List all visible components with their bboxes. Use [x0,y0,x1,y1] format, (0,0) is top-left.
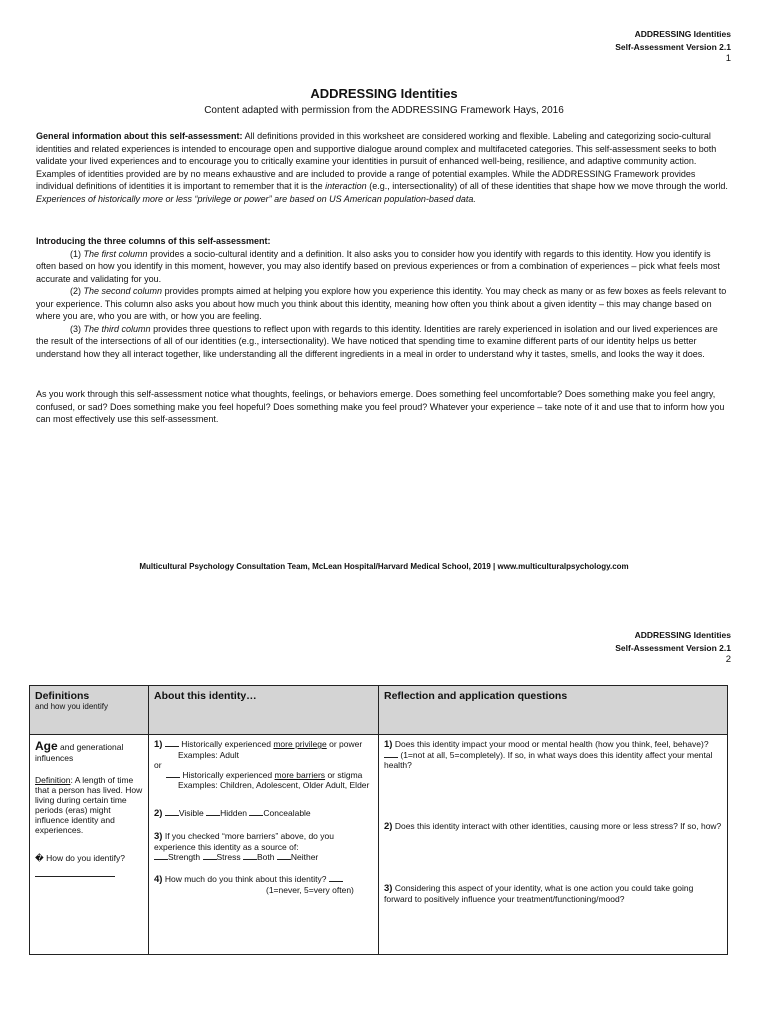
q1-privilege-examples: Examples: Adult [178,750,239,760]
header-about [149,686,379,735]
q3-strength: Strength [168,852,201,862]
header-reflection [379,686,728,735]
general-text-2: (e.g., intersectionality) of all of these identities that shape how we move through the world. [369,181,728,191]
col3-label: The third column [83,323,151,334]
q3-number: 3) [154,831,163,842]
about-heading: About this identity… [154,690,257,702]
r1-scale: (1=not at all, 5=completely). If so, in what ways does this identity affect your mental health? [384,750,713,770]
closing-paragraph [36,388,732,426]
r1-rating-blank[interactable] [384,757,398,758]
interaction-term: interaction [325,181,367,191]
intro-n1: (1) [70,248,81,259]
q1-barriers-examples: Examples: Children, Adolescent, Older Adult, Elder [178,780,370,790]
page-number: 1 [725,53,731,64]
q1-number: 1) [154,739,163,750]
q4-number: 4) [154,874,163,885]
page2-header [615,629,731,667]
r2-text: Does this identity interact with other identities, causing more or less stress? If so, how? [394,821,722,831]
col2-label: The second column [83,286,163,296]
page-title: ADDRESSING Identities [310,86,458,101]
r1-number: 1) [384,739,393,750]
intro-heading: Introducing the three columns of this self-assessment: [36,236,271,246]
footer-text: Multicultural Psychology Consultation Team, McLean Hospital/Harvard Medical School, 2019 | www. [139,562,519,571]
q2-visible: Visible [178,808,204,818]
reflection-cell [379,735,728,955]
col3-text: provides three questions to reflect upon with regards to this identity. Identities are rarely experienced in isolation and our lived experiences are the result of the intersections of all of our identities (e.g., intersectionality). We have noticed that spending time to examine different parts of our identity helps us better understand how they all interact together, like understanding all the different ingredients in a meal in order to understand why it tastes, smells, and looks the way it does. [36,323,718,359]
identity-table [29,685,728,955]
q4-rating-blank[interactable] [329,881,343,882]
q3-neither-blank[interactable] [277,859,291,860]
definition-text: : A length of time that a person has lived. How living during certain time periods (eras) might influence identity and experiences. [35,775,143,835]
q1-barriers-blank[interactable] [166,777,180,778]
page-subtitle: Content adapted with permission from the ADDRESSING Framework Hays, 2016 [204,105,564,116]
q4-text: How much do you think about this identity? [164,874,327,884]
reflection-heading: Reflection and application questions [384,690,568,702]
page1-header [615,28,731,66]
q1-barriers-text: Historically experienced [182,770,273,780]
general-note: Experiences of historically more or less “privilege or power” are based on US American population-based data. [36,193,476,204]
header-title: ADDRESSING Identities [634,29,731,39]
footer-site: multiculturalpsychology.com [518,562,629,571]
general-text: All definitions provided in this worksheet are considered working and flexible. Labeling and categorizing socio-cultural identities and related experiences is intended to encourage open and supportive dialogue around complex and multifaceted categories. This self-assessment seeks to both validate your lived experiences and to encourage you to critically examine your identities in pursuit of enhanced well-being, resilience, and adaptive community action. Examples of identities provided are by no means exhaustive and are included to provide a range of potential examples. While the ADDRESSING Framework provides individual definitions of identities it is important to remember that it is the [36,131,717,191]
r2-number: 2) [384,821,393,832]
q1-or: or [154,760,162,770]
q3-strength-blank[interactable] [154,859,168,860]
q2-number: 2) [154,808,163,819]
definition-cell [30,735,149,955]
col1-label: The first column [83,248,148,259]
header2-version: Self-Assessment Version 2.1 [615,642,731,653]
q1-privilege-text: Historically experienced [181,739,271,749]
columns-intro [36,235,732,360]
q3-stress: Stress [216,852,241,862]
q1-barriers-end: or stigma [327,770,363,780]
q2-hidden-blank[interactable] [206,815,220,816]
header2-title: ADDRESSING Identities [634,630,731,640]
q1-privilege-blank[interactable] [165,746,179,747]
q1-barriers-term: more barriers [274,770,326,780]
page-footer [0,562,768,571]
q3-neither: Neither [290,852,319,862]
age-rest: and generational influences [35,742,124,763]
q3-both-blank[interactable] [243,859,257,860]
q1-privilege-end: or power [329,739,363,749]
identify-prompt: � How do you identify? [35,853,125,863]
header-version: Self-Assessment Version 2.1 [615,41,731,52]
about-cell [149,735,379,955]
q3-both: Both [256,852,275,862]
page2-number: 2 [725,654,731,665]
identify-field[interactable] [35,864,115,877]
definitions-heading: Definitions [35,690,90,702]
q2-visible-blank[interactable] [165,815,179,816]
q3-stress-blank[interactable] [203,859,217,860]
closing-text: As you work through this self-assessment notice what thoughts, feelings, or behaviors emerge. Does something feel uncomfortable? Does something make you feel angry, confused, or sad? Does something make you feel hopeful? Does something make you feel proud? Whatever your experience – take note of it and use that to inform how you can most effectively use this self-assessment. [36,389,725,424]
r3-number: 3) [384,883,393,894]
header-definitions [30,686,149,735]
q4-scale: (1=never, 5=very often) [266,885,354,895]
r3-text: Considering this aspect of your identity, what is one action you could take going forward to positively influence your treatment/functioning/mood? [384,883,694,904]
q3-text: If you checked “more barriers” above, do you experience this identity as a source of: [154,831,334,852]
q1-privilege-term: more privilege [273,739,327,749]
general-heading: General information about this self-assessment: [36,131,243,141]
table-header-row [30,686,728,735]
intro-n3: (3) [70,323,81,334]
definition-label: Definition [35,775,71,785]
col1-text: provides a socio-cultural identity and a definition. It also asks you to consider how you identify with regards to this identity. How you identify is often based on how you identify in this moment, however, you may also identify based on previous experiences or from a combination of experiences – pick what feels most accurate and validating for you. [36,248,720,284]
table-row-age [30,735,728,955]
col2-text: provides prompts aimed at helping you explore how you experience this identity. You may check as many or as few boxes as feels relevant to your experience. This column also asks you about how much you think about this identity, meaning how often you think about a given identity – this may change based on where you are, who you are with, or how you are feeling. [36,286,727,321]
q2-concealable-blank[interactable] [249,815,263,816]
document-title [0,86,768,116]
age-label: Age [35,739,58,753]
definitions-subheading: and how you identify [35,702,108,711]
general-info [36,130,732,205]
r1-text: Does this identity impact your mood or mental health (how you think, feel, behave)? [394,739,709,749]
q2-concealable: Concealable [263,808,311,818]
q2-hidden: Hidden [220,808,248,818]
intro-n2: (2) [70,286,81,296]
